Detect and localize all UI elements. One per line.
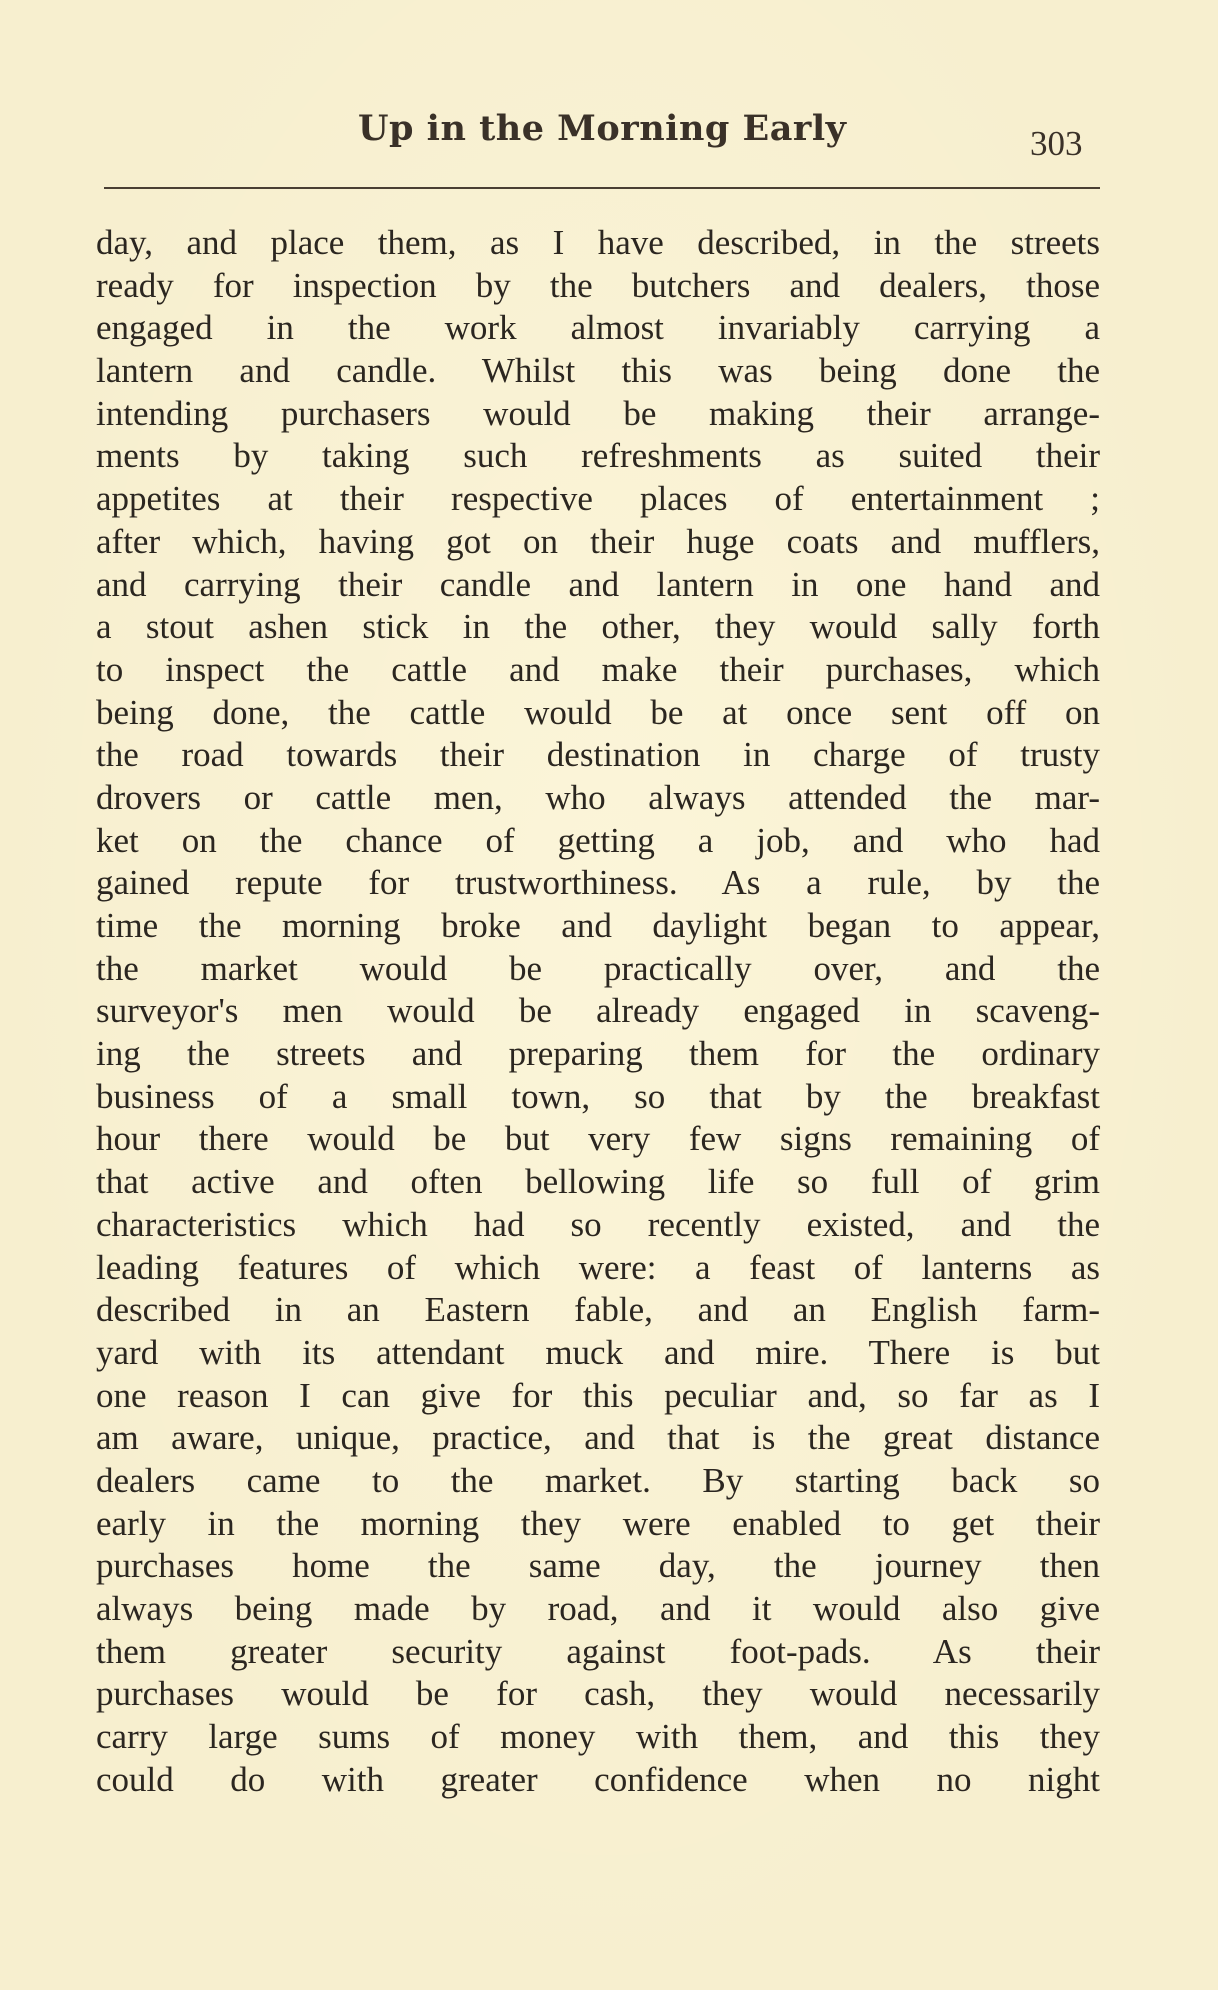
text-line: lantern and candle. Whilst this was being done the — [96, 351, 1100, 391]
text-line: purchases home the same day, the journey then — [96, 1546, 1100, 1586]
text-line: and carrying their candle and lantern in one hand and — [96, 564, 1100, 604]
text-line: could do with greater confidence when no night — [96, 1759, 1100, 1799]
text-line: yard with its attendant muck and mire. There is but — [96, 1332, 1100, 1372]
text-line: early in the morning they were enabled to get their — [96, 1503, 1100, 1543]
header-rule — [104, 187, 1100, 189]
page-number: 303 — [1030, 124, 1083, 163]
text-line: hour there would be but very few signs remaining of — [96, 1119, 1100, 1159]
text-line: am aware, unique, practice, and that is the great distance — [96, 1418, 1100, 1458]
text-line: gained repute for trustworthiness. As a rule, by the — [96, 863, 1100, 903]
running-head — [0, 108, 1218, 168]
body-text — [96, 222, 1100, 1801]
text-line: a stout ashen stick in the other, they would sally forth — [96, 607, 1100, 647]
text-line: purchases would be for cash, they would necessarily — [96, 1674, 1100, 1714]
text-line: business of a small town, so that by the breakfast — [96, 1076, 1100, 1116]
text-line: intending purchasers would be making their arrange- — [96, 393, 1100, 433]
text-line: ready for inspection by the butchers and dealers, those — [96, 265, 1100, 305]
text-line: the road towards their destination in charge of trusty — [96, 735, 1100, 775]
text-line: ments by taking such refreshments as suited their — [96, 436, 1100, 476]
text-line: to inspect the cattle and make their purchases, which — [96, 649, 1100, 689]
running-title: Up in the Morning Early — [358, 108, 847, 149]
text-line: being done, the cattle would be at once sent off on — [96, 692, 1100, 732]
text-line: after which, having got on their huge coats and mufflers, — [96, 521, 1100, 561]
text-line: the market would be practically over, and the — [96, 948, 1100, 988]
text-line: carry large sums of money with them, and this they — [96, 1717, 1100, 1757]
text-line: characteristics which had so recently existed, and the — [96, 1204, 1100, 1244]
text-line: appetites at their respective places of entertainment ; — [96, 479, 1100, 519]
text-line: them greater security against foot-pads. As their — [96, 1631, 1100, 1671]
text-line: one reason I can give for this peculiar and, so far as I — [96, 1375, 1100, 1415]
text-line: dealers came to the market. By starting back so — [96, 1460, 1100, 1500]
text-line: drovers or cattle men, who always attended the mar- — [96, 777, 1100, 817]
text-line: ket on the chance of getting a job, and who had — [96, 820, 1100, 860]
text-line: engaged in the work almost invariably carrying a — [96, 308, 1100, 348]
text-line: always being made by road, and it would also give — [96, 1589, 1100, 1628]
text-line: described in an Eastern fable, and an English farm- — [96, 1290, 1100, 1330]
text-line: ing the streets and preparing them for the ordinary — [96, 1034, 1100, 1074]
text-line: time the morning broke and daylight began to appear, — [96, 906, 1100, 945]
text-line: day, and place them, as I have described, in the streets — [96, 223, 1100, 262]
text-line: surveyor's men would be already engaged in scaveng- — [96, 991, 1100, 1031]
text-line: that active and often bellowing life so full of grim — [96, 1162, 1100, 1202]
text-line: leading features of which were: a feast of lanterns as — [96, 1247, 1100, 1287]
